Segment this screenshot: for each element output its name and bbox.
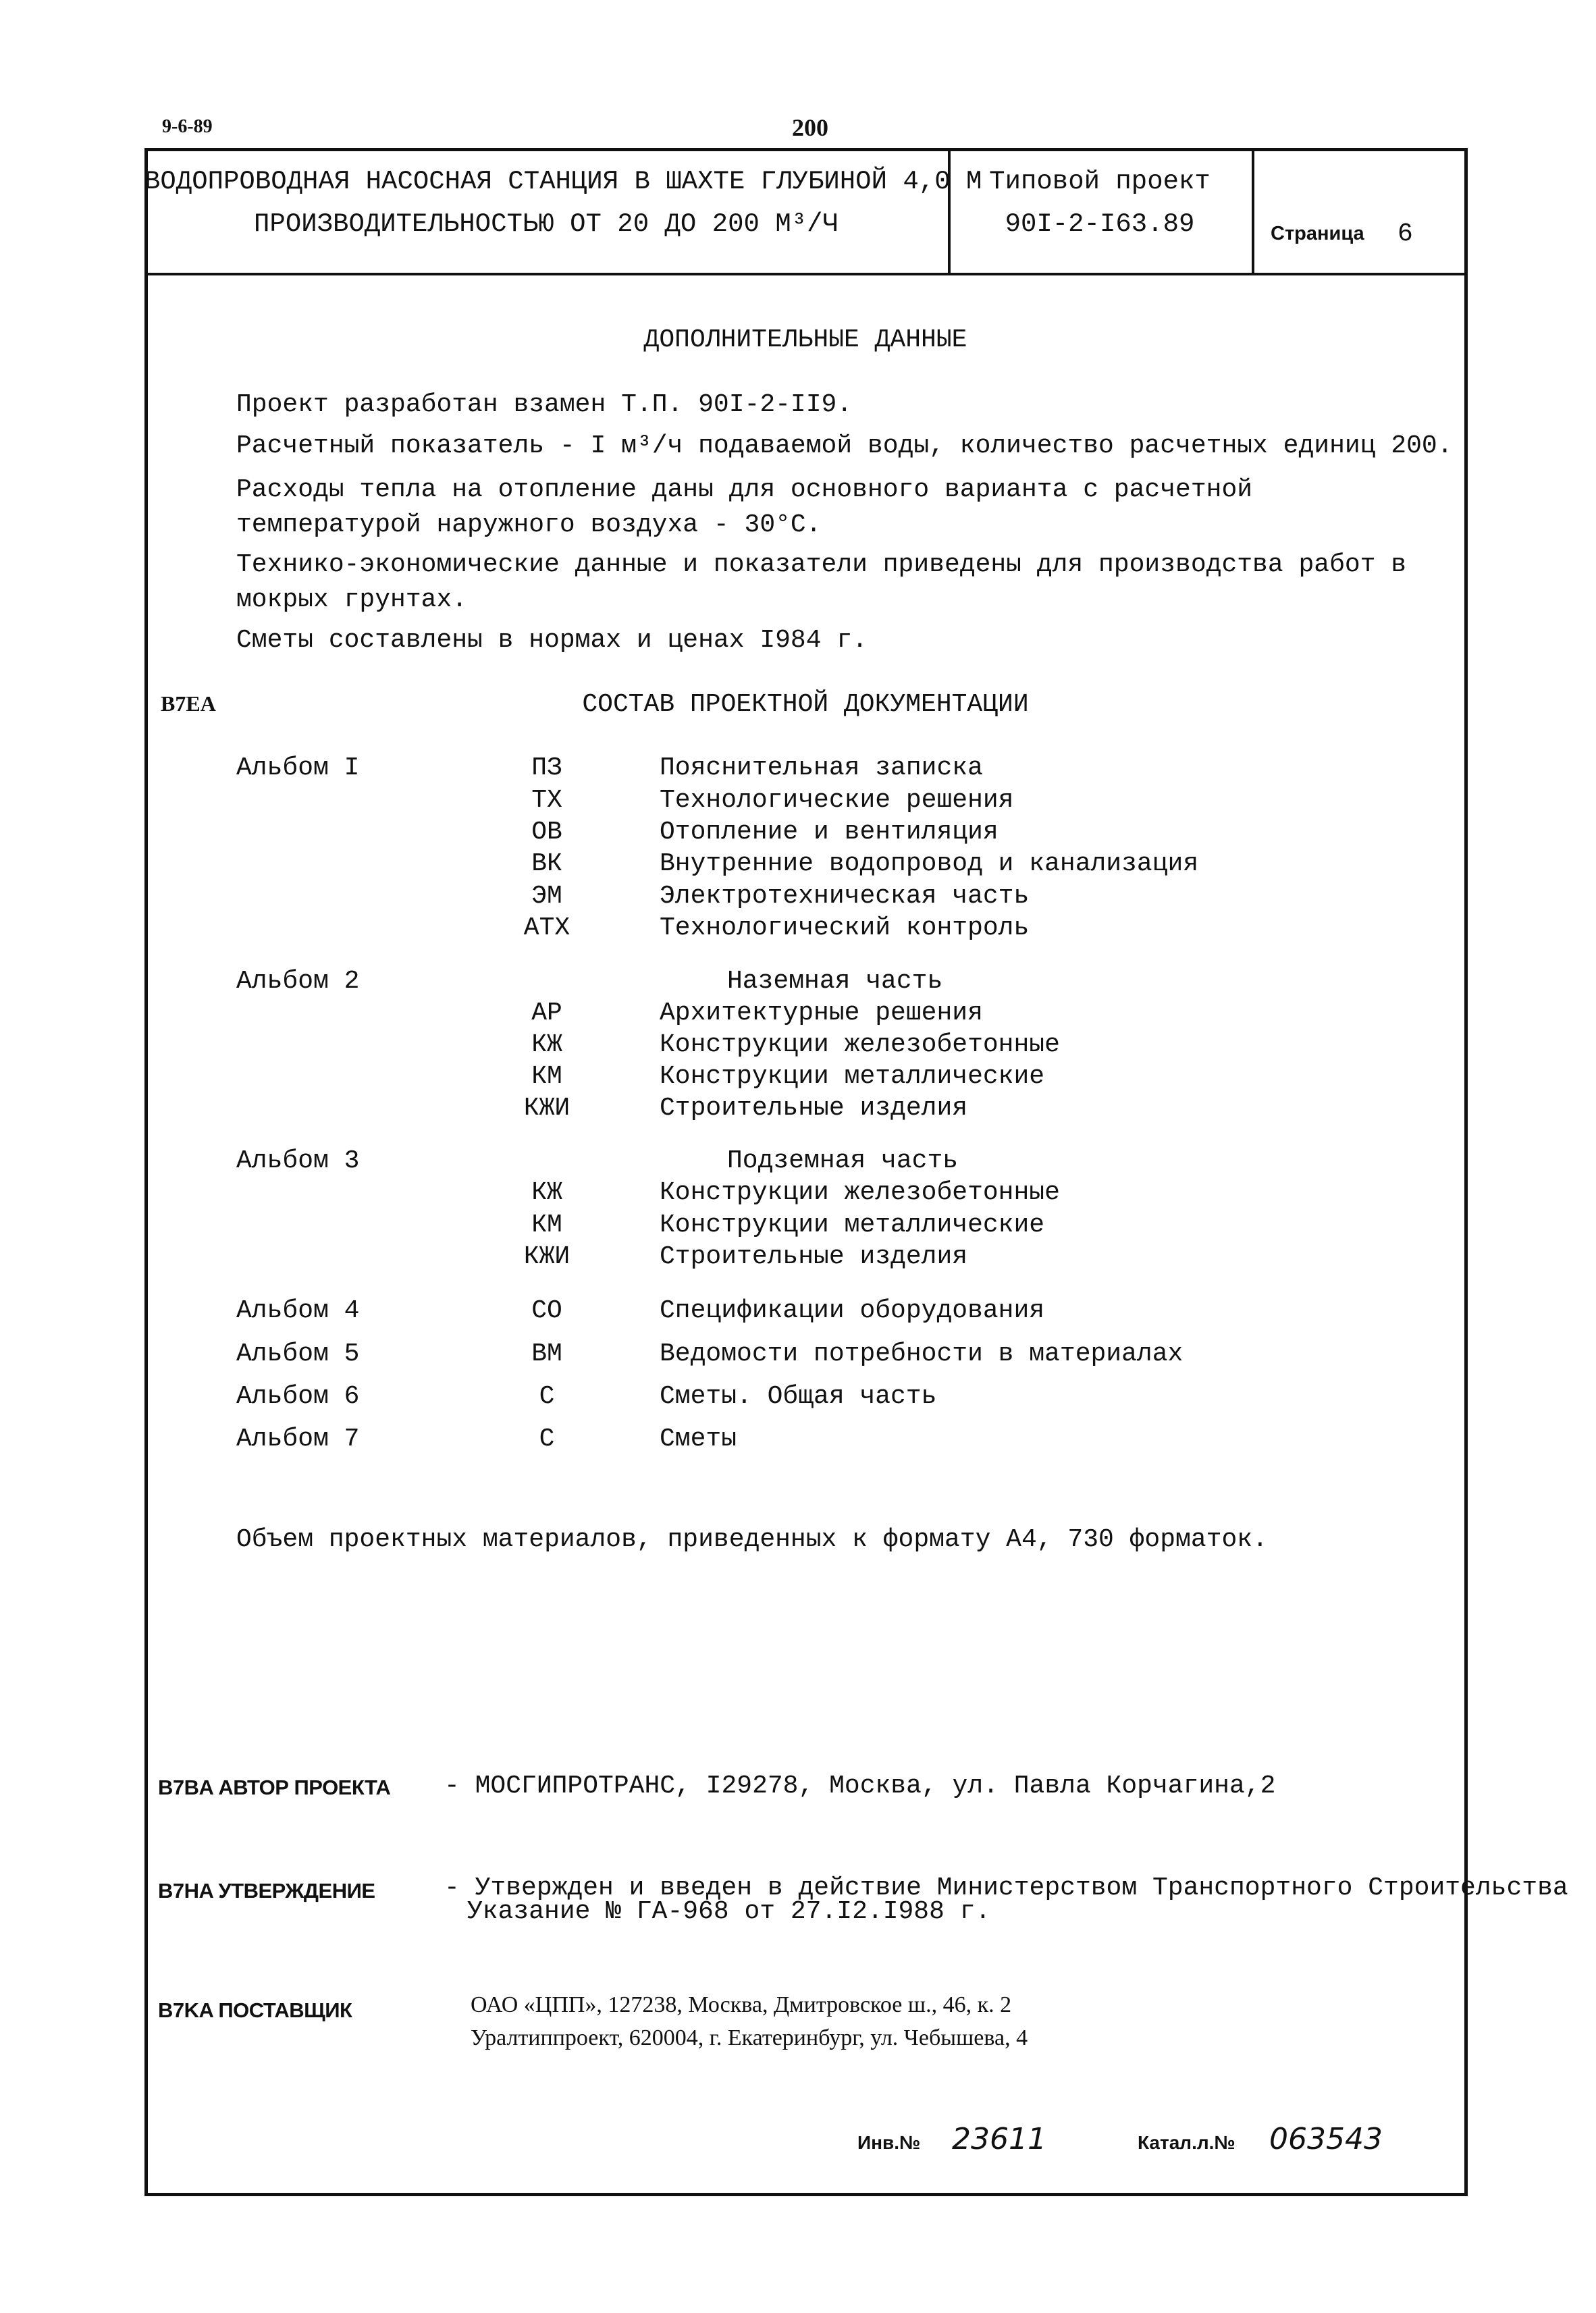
approval-line-1: - Утвержден и введен в действие Министерством Транспортного Строительства: [444, 1873, 1568, 1903]
doc-code: ВК: [531, 849, 562, 878]
page-value: 6: [1398, 219, 1413, 248]
page-number: 200: [792, 114, 828, 141]
doc-code: СО: [531, 1296, 562, 1325]
album-subtitle: Подземная часть: [727, 1146, 959, 1175]
paragraph: Проект разработан взамен Т.П. 90I-2-II9.: [236, 390, 853, 419]
doc-desc: Сметы: [660, 1425, 737, 1454]
doc-desc: Ведомости потребности в материалах: [660, 1339, 1183, 1368]
author-label: B7BA АВТОР ПРОЕКТА: [158, 1776, 391, 1799]
title-line-1: ВОДОПРОВОДНАЯ НАСОСНАЯ СТАНЦИЯ В ШАХТЕ ГЛУБИНОЙ 4,0 М: [144, 167, 982, 196]
doc-desc: Пояснительная записка: [660, 753, 983, 782]
inventory-label: Инв.№: [857, 2132, 921, 2153]
paragraph: Технико-экономические данные и показатели приведены для производства работ в мокрых грунтах.: [236, 550, 1407, 614]
volume-note: Объем проектных материалов, приведенных к формату А4, 730 форматок.: [236, 1525, 1268, 1554]
supplier-label: B7KA ПОСТАВЩИК: [158, 1998, 352, 2022]
doc-code: КМ: [531, 1211, 562, 1240]
project-label: Типовой проект: [989, 167, 1211, 196]
doc-code: ЭМ: [531, 882, 562, 911]
author-value: - МОСГИПРОТРАНС, I29278, Москва, ул. Павла Корчагина,2: [444, 1772, 1276, 1801]
inventory-number: 23611: [952, 2122, 1046, 2156]
doc-desc: Конструкции железобетонные: [660, 1030, 1060, 1059]
doc-code: КЖИ: [523, 1094, 570, 1123]
approval-label: B7HA УТВЕРЖДЕНИЕ: [158, 1879, 375, 1903]
doc-code: АТХ: [523, 913, 570, 942]
doc-desc: Отопление и вентиляция: [660, 818, 999, 847]
page-label: Страница: [1271, 223, 1364, 244]
doc-code: КЖ: [531, 1178, 562, 1207]
title-line-2: ПРОИЗВОДИТЕЛЬНОСТЬЮ ОТ 20 ДО 200 М³/Ч: [254, 209, 839, 239]
doc-code: ПЗ: [531, 753, 562, 782]
doc-code: КМ: [531, 1062, 562, 1091]
project-number: 90I-2-I63.89: [1005, 209, 1195, 239]
supplier-line-1: ОАО «ЦПП», 127238, Москва, Дмитровское ш., 46, к. 2: [471, 1992, 1012, 2017]
doc-desc: Конструкции металлические: [660, 1062, 1045, 1091]
album-label: Альбом I: [236, 753, 360, 782]
doc-desc: Строительные изделия: [660, 1094, 968, 1123]
doc-desc: Технологический контроль: [660, 913, 1030, 942]
doc-code: С: [539, 1425, 555, 1454]
album-label: Альбом 3: [236, 1146, 360, 1175]
album-label: Альбом 2: [236, 967, 360, 996]
doc-desc: Технологические решения: [660, 786, 1014, 815]
doc-code: ВМ: [531, 1339, 562, 1368]
catalog-number: 063543: [1269, 2122, 1383, 2156]
doc-desc: Спецификации оборудования: [660, 1296, 1045, 1325]
catalog-label: Катал.л.№: [1138, 2132, 1235, 2153]
doc-code: С: [539, 1382, 555, 1411]
doc-desc: Архитектурные решения: [660, 999, 983, 1028]
header-divider-2: [1252, 148, 1254, 273]
doc-code: АР: [531, 999, 562, 1028]
album-label: Альбом 5: [236, 1339, 360, 1368]
header-divider: [144, 273, 1466, 275]
doc-code: ОВ: [531, 818, 562, 847]
approval-line-2: Указание № ГА-968 от 27.I2.I988 г.: [467, 1897, 991, 1926]
album-subtitle: Наземная часть: [727, 967, 943, 996]
album-label: Альбом 6: [236, 1382, 360, 1411]
supplier-line-2: Уралтиппроект, 620004, г. Екатеринбург, ул. Чебышева, 4: [471, 2025, 1028, 2050]
additional-heading: ДОПОЛНИТЕЛЬНЫЕ ДАННЫЕ: [643, 325, 967, 354]
doc-desc: Внутренние водопровод и канализация: [660, 849, 1199, 878]
paragraph: Сметы составлены в нормах и ценах I984 г.: [236, 626, 868, 655]
doc-date: 9-6-89: [162, 116, 213, 137]
doc-code: КЖ: [531, 1030, 562, 1059]
doc-code: ТХ: [531, 786, 562, 815]
doc-code: КЖИ: [523, 1242, 570, 1271]
doc-desc: Электротехническая часть: [660, 882, 1030, 911]
paragraph: Расходы тепла на отопление даны для основного варианта с расчетной температурой наружного воздуха - 30°С.: [236, 475, 1253, 539]
paragraph: Расчетный показатель - I м³/ч подаваемой воды, количество расчетных единиц 200.: [236, 431, 1453, 460]
section-code: B7EA: [161, 691, 216, 716]
doc-desc: Конструкции железобетонные: [660, 1178, 1060, 1207]
composition-heading: СОСТАВ ПРОЕКТНОЙ ДОКУМЕНТАЦИИ: [582, 690, 1029, 719]
album-label: Альбом 7: [236, 1425, 360, 1454]
doc-desc: Конструкции металлические: [660, 1211, 1045, 1240]
doc-desc: Сметы. Общая часть: [660, 1382, 937, 1411]
album-label: Альбом 4: [236, 1296, 360, 1325]
doc-desc: Строительные изделия: [660, 1242, 968, 1271]
